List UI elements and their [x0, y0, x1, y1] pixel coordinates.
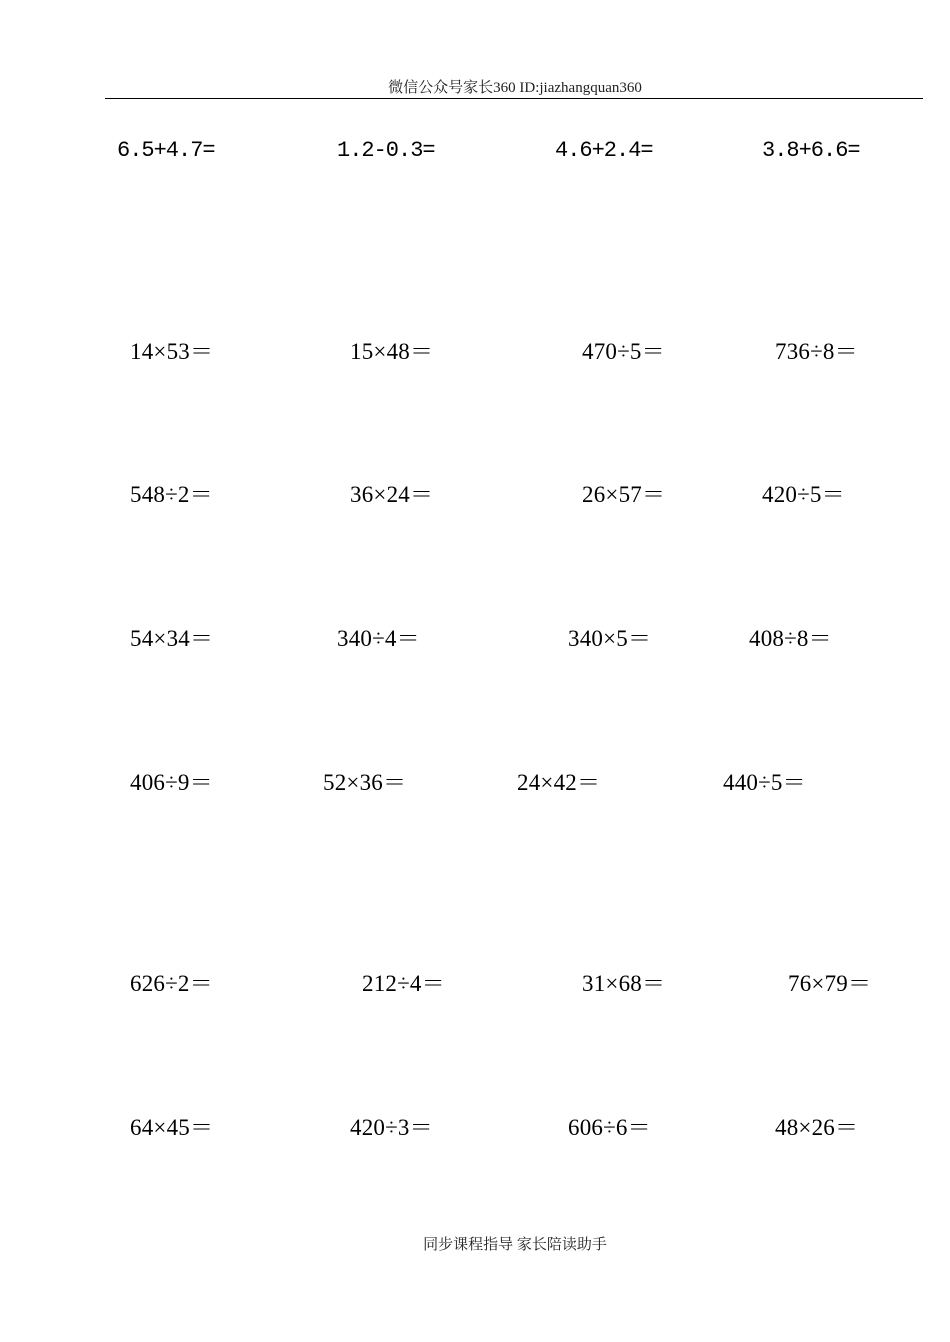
problem-r3-c3: 26×57＝: [582, 482, 666, 507]
problem-r2-c3: 470÷5＝: [582, 339, 665, 364]
problem-r7-c1: 64×45＝: [130, 1115, 214, 1140]
problem-r3-c4: 420÷5＝: [762, 482, 845, 507]
problem-r4-c2: 340÷4＝: [337, 626, 420, 651]
problem-r5-c4: 440÷5＝: [723, 770, 806, 795]
problem-r6-c2: 212÷4＝: [362, 971, 445, 996]
page-header: 微信公众号家长360 ID:jiazhangquan360: [388, 80, 642, 96]
problem-r2-c4: 736÷8＝: [775, 339, 858, 364]
problem-r2-c2: 15×48＝: [350, 339, 434, 364]
problem-r4-c1: 54×34＝: [130, 626, 214, 651]
problem-r6-c4: 76×79＝: [788, 971, 872, 996]
problem-r5-c1: 406÷9＝: [130, 770, 213, 795]
problem-r5-c2: 52×36＝: [323, 770, 407, 795]
problem-r3-c2: 36×24＝: [350, 482, 434, 507]
problem-r7-c2: 420÷3＝: [350, 1115, 433, 1140]
problem-r1-c2: 1.2-0.3=: [337, 138, 435, 163]
problem-r7-c4: 48×26＝: [775, 1115, 859, 1140]
problem-r3-c1: 548÷2＝: [130, 482, 213, 507]
problem-r6-c1: 626÷2＝: [130, 971, 213, 996]
problem-r1-c3: 4.6+2.4=: [555, 138, 653, 163]
problem-r4-c4: 408÷8＝: [749, 626, 832, 651]
problem-r1-c4: 3.8+6.6=: [762, 138, 860, 163]
problem-r2-c1: 14×53＝: [130, 339, 214, 364]
header-divider: [105, 98, 923, 99]
problem-r6-c3: 31×68＝: [582, 971, 666, 996]
problem-r5-c3: 24×42＝: [517, 770, 601, 795]
problem-r4-c3: 340×5＝: [568, 626, 652, 651]
page-footer: 同步课程指导 家长陪读助手: [423, 1237, 607, 1253]
problem-r1-c1: 6.5+4.7=: [117, 138, 215, 163]
problem-r7-c3: 606÷6＝: [568, 1115, 651, 1140]
